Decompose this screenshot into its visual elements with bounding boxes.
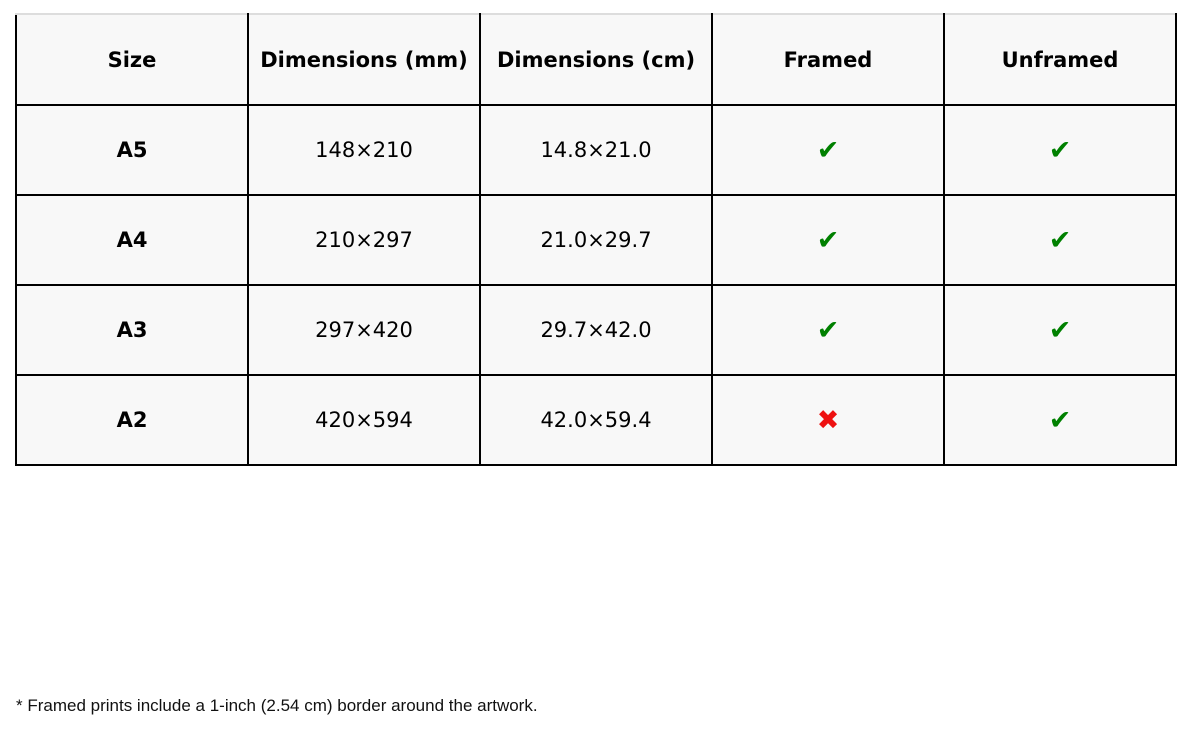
table-row: [16, 105, 1176, 195]
framed-availability-cell: [712, 375, 944, 465]
framed-availability-cell: [712, 105, 944, 195]
framed-availability-cell: [712, 285, 944, 375]
column-header-unframed: Unframed: [944, 14, 1176, 105]
check-icon: ✔: [816, 314, 840, 346]
check-icon: ✔: [816, 134, 840, 166]
dimensions-mm-cell: 297×420: [248, 285, 480, 375]
dimensions-mm-cell: 420×594: [248, 375, 480, 465]
unframed-availability-cell: [944, 375, 1176, 465]
size-cell: A2: [16, 375, 248, 465]
dimensions-cm-cell: 42.0×59.4: [480, 375, 712, 465]
cross-icon: ✖: [816, 404, 840, 436]
check-icon: ✔: [1048, 134, 1072, 166]
table-row: [16, 375, 1176, 465]
column-header-dimensions-mm: Dimensions (mm): [248, 14, 480, 105]
dimensions-mm-cell: 210×297: [248, 195, 480, 285]
column-header-size: Size: [16, 14, 248, 105]
unframed-availability-cell: [944, 105, 1176, 195]
check-icon: ✔: [816, 224, 840, 256]
dimensions-mm-cell: 148×210: [248, 105, 480, 195]
table-header: [16, 14, 1176, 105]
check-icon: ✔: [1048, 314, 1072, 346]
print-size-availability-table: [15, 13, 1177, 466]
dimensions-cm-cell: 21.0×29.7: [480, 195, 712, 285]
column-header-dimensions-cm: Dimensions (cm): [480, 14, 712, 105]
dimensions-cm-cell: 29.7×42.0: [480, 285, 712, 375]
unframed-availability-cell: [944, 195, 1176, 285]
dimensions-cm-cell: 14.8×21.0: [480, 105, 712, 195]
header-row: [16, 14, 1176, 105]
size-cell: A5: [16, 105, 248, 195]
table-row: [16, 285, 1176, 375]
unframed-availability-cell: [944, 285, 1176, 375]
column-header-framed: Framed: [712, 14, 944, 105]
size-cell: A3: [16, 285, 248, 375]
framed-footnote: * Framed prints include a 1-inch (2.54 cm) border around the artwork.: [16, 696, 538, 715]
table-body: [16, 105, 1176, 465]
check-icon: ✔: [1048, 224, 1072, 256]
framed-availability-cell: [712, 195, 944, 285]
check-icon: ✔: [1048, 404, 1072, 436]
table-row: [16, 195, 1176, 285]
size-cell: A4: [16, 195, 248, 285]
